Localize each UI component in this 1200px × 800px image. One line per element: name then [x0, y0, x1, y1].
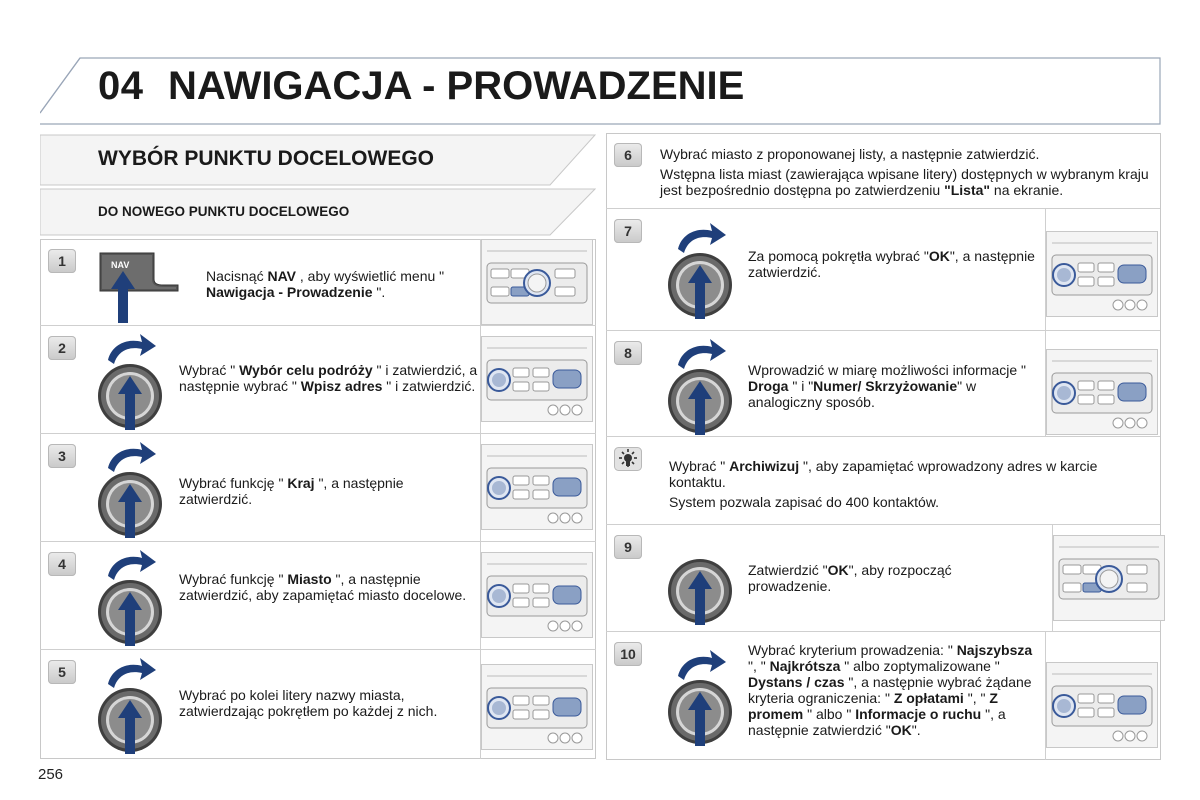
step-text-bold: Z opłatami: [893, 690, 964, 706]
step-text-run: ", a następnie zatwierdzić, aby zapamiętać miasto docelowe.: [179, 571, 467, 603]
step-text-run: , aby wyświetlić menu ": [296, 268, 445, 284]
step-instruction: [206, 268, 481, 300]
step-row: [606, 330, 1160, 436]
tip-icon: [614, 447, 642, 476]
step-number-badge: 2: [48, 336, 76, 360]
control-panel-thumbnail: [481, 336, 593, 427]
step-text-run: ", a następnie zatwierdzić.: [748, 248, 1035, 280]
rotary-knob-icon: [664, 219, 736, 328]
page-number: 256: [38, 766, 64, 783]
control-panel-thumbnail: [1046, 662, 1158, 753]
step-row: [40, 325, 596, 433]
step-row: [40, 239, 596, 325]
step-text-run: System pozwala zapisać do 400 kontaktów.: [669, 494, 940, 510]
control-panel-thumbnail: [1046, 349, 1158, 440]
rotary-knob-icon: [664, 335, 736, 444]
step-row: [40, 541, 596, 649]
step-text-bold: "Lista": [944, 182, 991, 198]
step-text-run: Nacisnąć: [206, 268, 268, 284]
section-title: WYBÓR PUNKTU DOCELOWEGO: [98, 147, 434, 170]
nav-button-icon: [94, 249, 180, 325]
step-text-run: ".: [911, 722, 921, 738]
step-text-run: ".: [372, 284, 386, 300]
step-text-run: Wybrać miasto z proponowanej listy, a następnie zatwierdzić.: [660, 146, 1040, 162]
step-text-bold: OK: [890, 722, 912, 738]
rotary-knob-icon: [664, 525, 736, 634]
step-text-run: ", aby rozpocząć prowadzenie.: [748, 562, 952, 594]
step-text-run: ", ": [963, 690, 990, 706]
step-instruction: [179, 362, 479, 394]
step-text-run: Za pomocą pokrętła wybrać ": [748, 248, 929, 264]
step-text-run: Wybrać kryterium prowadzenia: ": [748, 642, 957, 658]
step-text-run: Wybrać po kolei litery nazwy miasta, zatwierdzając pokrętłem po każdej z nich.: [179, 687, 438, 719]
step-number-badge: 10: [614, 642, 642, 666]
step-text-bold: Dystans / czas: [748, 674, 845, 690]
step-text-run: Wybrać funkcję ": [179, 475, 288, 491]
step-text-run: Wprowadzić w miarę możliwości informacje ": [748, 362, 1027, 378]
step-row: [40, 433, 596, 541]
step-instruction: [179, 475, 479, 507]
step-number-badge: 9: [614, 535, 642, 559]
step-text-bold: Wybór celu podróży: [239, 362, 373, 378]
step-instruction: [748, 642, 1038, 738]
step-text-run: " i ": [788, 378, 814, 394]
step-number-badge: 4: [48, 552, 76, 576]
step-text-run: ", a następnie zatwierdzić ": [748, 706, 1006, 738]
step-number-badge: 1: [48, 249, 76, 273]
rotary-knob-icon: [664, 646, 736, 755]
step-instruction: [179, 571, 479, 603]
step-text-run: ", a następnie zatwierdzić.: [179, 475, 404, 507]
step-text-run: ", a następnie wybrać żądane kryteria ograniczenia: ": [748, 674, 1032, 706]
control-panel-thumbnail: [481, 552, 593, 643]
step-text-bold: Wpisz adres: [300, 378, 383, 394]
step-text-run: Wybrać ": [669, 458, 730, 474]
chapter-number: 04: [98, 64, 144, 108]
step-instruction: [748, 562, 1038, 594]
step-row: [606, 208, 1160, 330]
step-instruction: [669, 458, 1129, 510]
step-number-badge: 3: [48, 444, 76, 468]
step-text-run: ", aby zapamiętać wprowadzony adres w karcie kontaktu.: [669, 458, 1098, 490]
step-text-run: Wybrać ": [179, 362, 240, 378]
step-text-run: ", ": [748, 658, 770, 674]
step-row: [606, 133, 1160, 208]
step-text-bold: Najszybsza: [956, 642, 1033, 658]
rotary-knob-icon: [94, 654, 166, 763]
section-subtitle: DO NOWEGO PUNKTU DOCELOWEGO: [98, 204, 350, 219]
step-number-badge: 6: [614, 143, 642, 167]
step-instruction: [660, 146, 1152, 198]
step-text-bold: Kraj: [287, 475, 315, 491]
step-text-run: Zatwierdzić ": [748, 562, 828, 578]
section-title-banner: [40, 134, 596, 186]
step-instruction: [179, 687, 469, 719]
step-text-run: " albo ": [803, 706, 856, 722]
step-text-bold: Najkrótsza: [769, 658, 841, 674]
step-text-bold: Miasto: [287, 571, 332, 587]
step-instruction: [748, 362, 1038, 410]
control-panel-thumbnail: [481, 444, 593, 535]
rotary-knob-icon: [94, 546, 166, 655]
step-text-bold: OK: [827, 562, 849, 578]
section-subtitle-banner: [40, 188, 596, 236]
step-text-bold: Z promem: [748, 690, 998, 722]
step-row: [606, 436, 1160, 524]
step-row: [40, 649, 596, 759]
step-text-bold: Informacje o ruchu: [855, 706, 982, 722]
control-panel-thumbnail: [481, 664, 593, 755]
nav-button-label: NAV: [111, 260, 130, 270]
step-text-bold: OK: [928, 248, 950, 264]
step-text-run: Wstępna lista miast (zawierająca wpisane litery) dostępnych w wybranym kraju jest bezpośrednio dostępna po zatwierdzeniu: [660, 166, 1149, 198]
rotary-knob-icon: [94, 330, 166, 439]
step-text-bold: Nawigacja - Prowadzenie: [206, 284, 373, 300]
step-instruction: [748, 248, 1038, 280]
rotary-knob-icon: [94, 438, 166, 547]
control-panel-thumbnail: [481, 239, 593, 330]
control-panel-thumbnail: [1053, 535, 1165, 626]
step-text-bold: NAV: [267, 268, 296, 284]
step-number-badge: 5: [48, 660, 76, 684]
step-text-bold: Droga: [748, 378, 789, 394]
step-text-run: " albo zoptymalizowane ": [840, 658, 1000, 674]
step-text-run: " w analogiczny sposób.: [748, 378, 977, 410]
step-number-badge: 7: [614, 219, 642, 243]
step-text-bold: Archiwizuj: [729, 458, 800, 474]
step-row: [606, 524, 1160, 631]
step-row: [606, 631, 1160, 760]
control-panel-thumbnail: [1046, 231, 1158, 322]
step-text-run: " i zatwierdzić, a następnie wybrać ": [179, 362, 478, 394]
step-number-badge: 8: [614, 341, 642, 365]
step-text-run: " i zatwierdzić.: [382, 378, 476, 394]
step-text-run: Wybrać funkcję ": [179, 571, 288, 587]
page-title: NAWIGACJA - PROWADZENIE: [168, 64, 745, 108]
step-text-bold: Numer/ Skrzyżowanie: [813, 378, 958, 394]
step-text-run: na ekranie.: [990, 182, 1064, 198]
